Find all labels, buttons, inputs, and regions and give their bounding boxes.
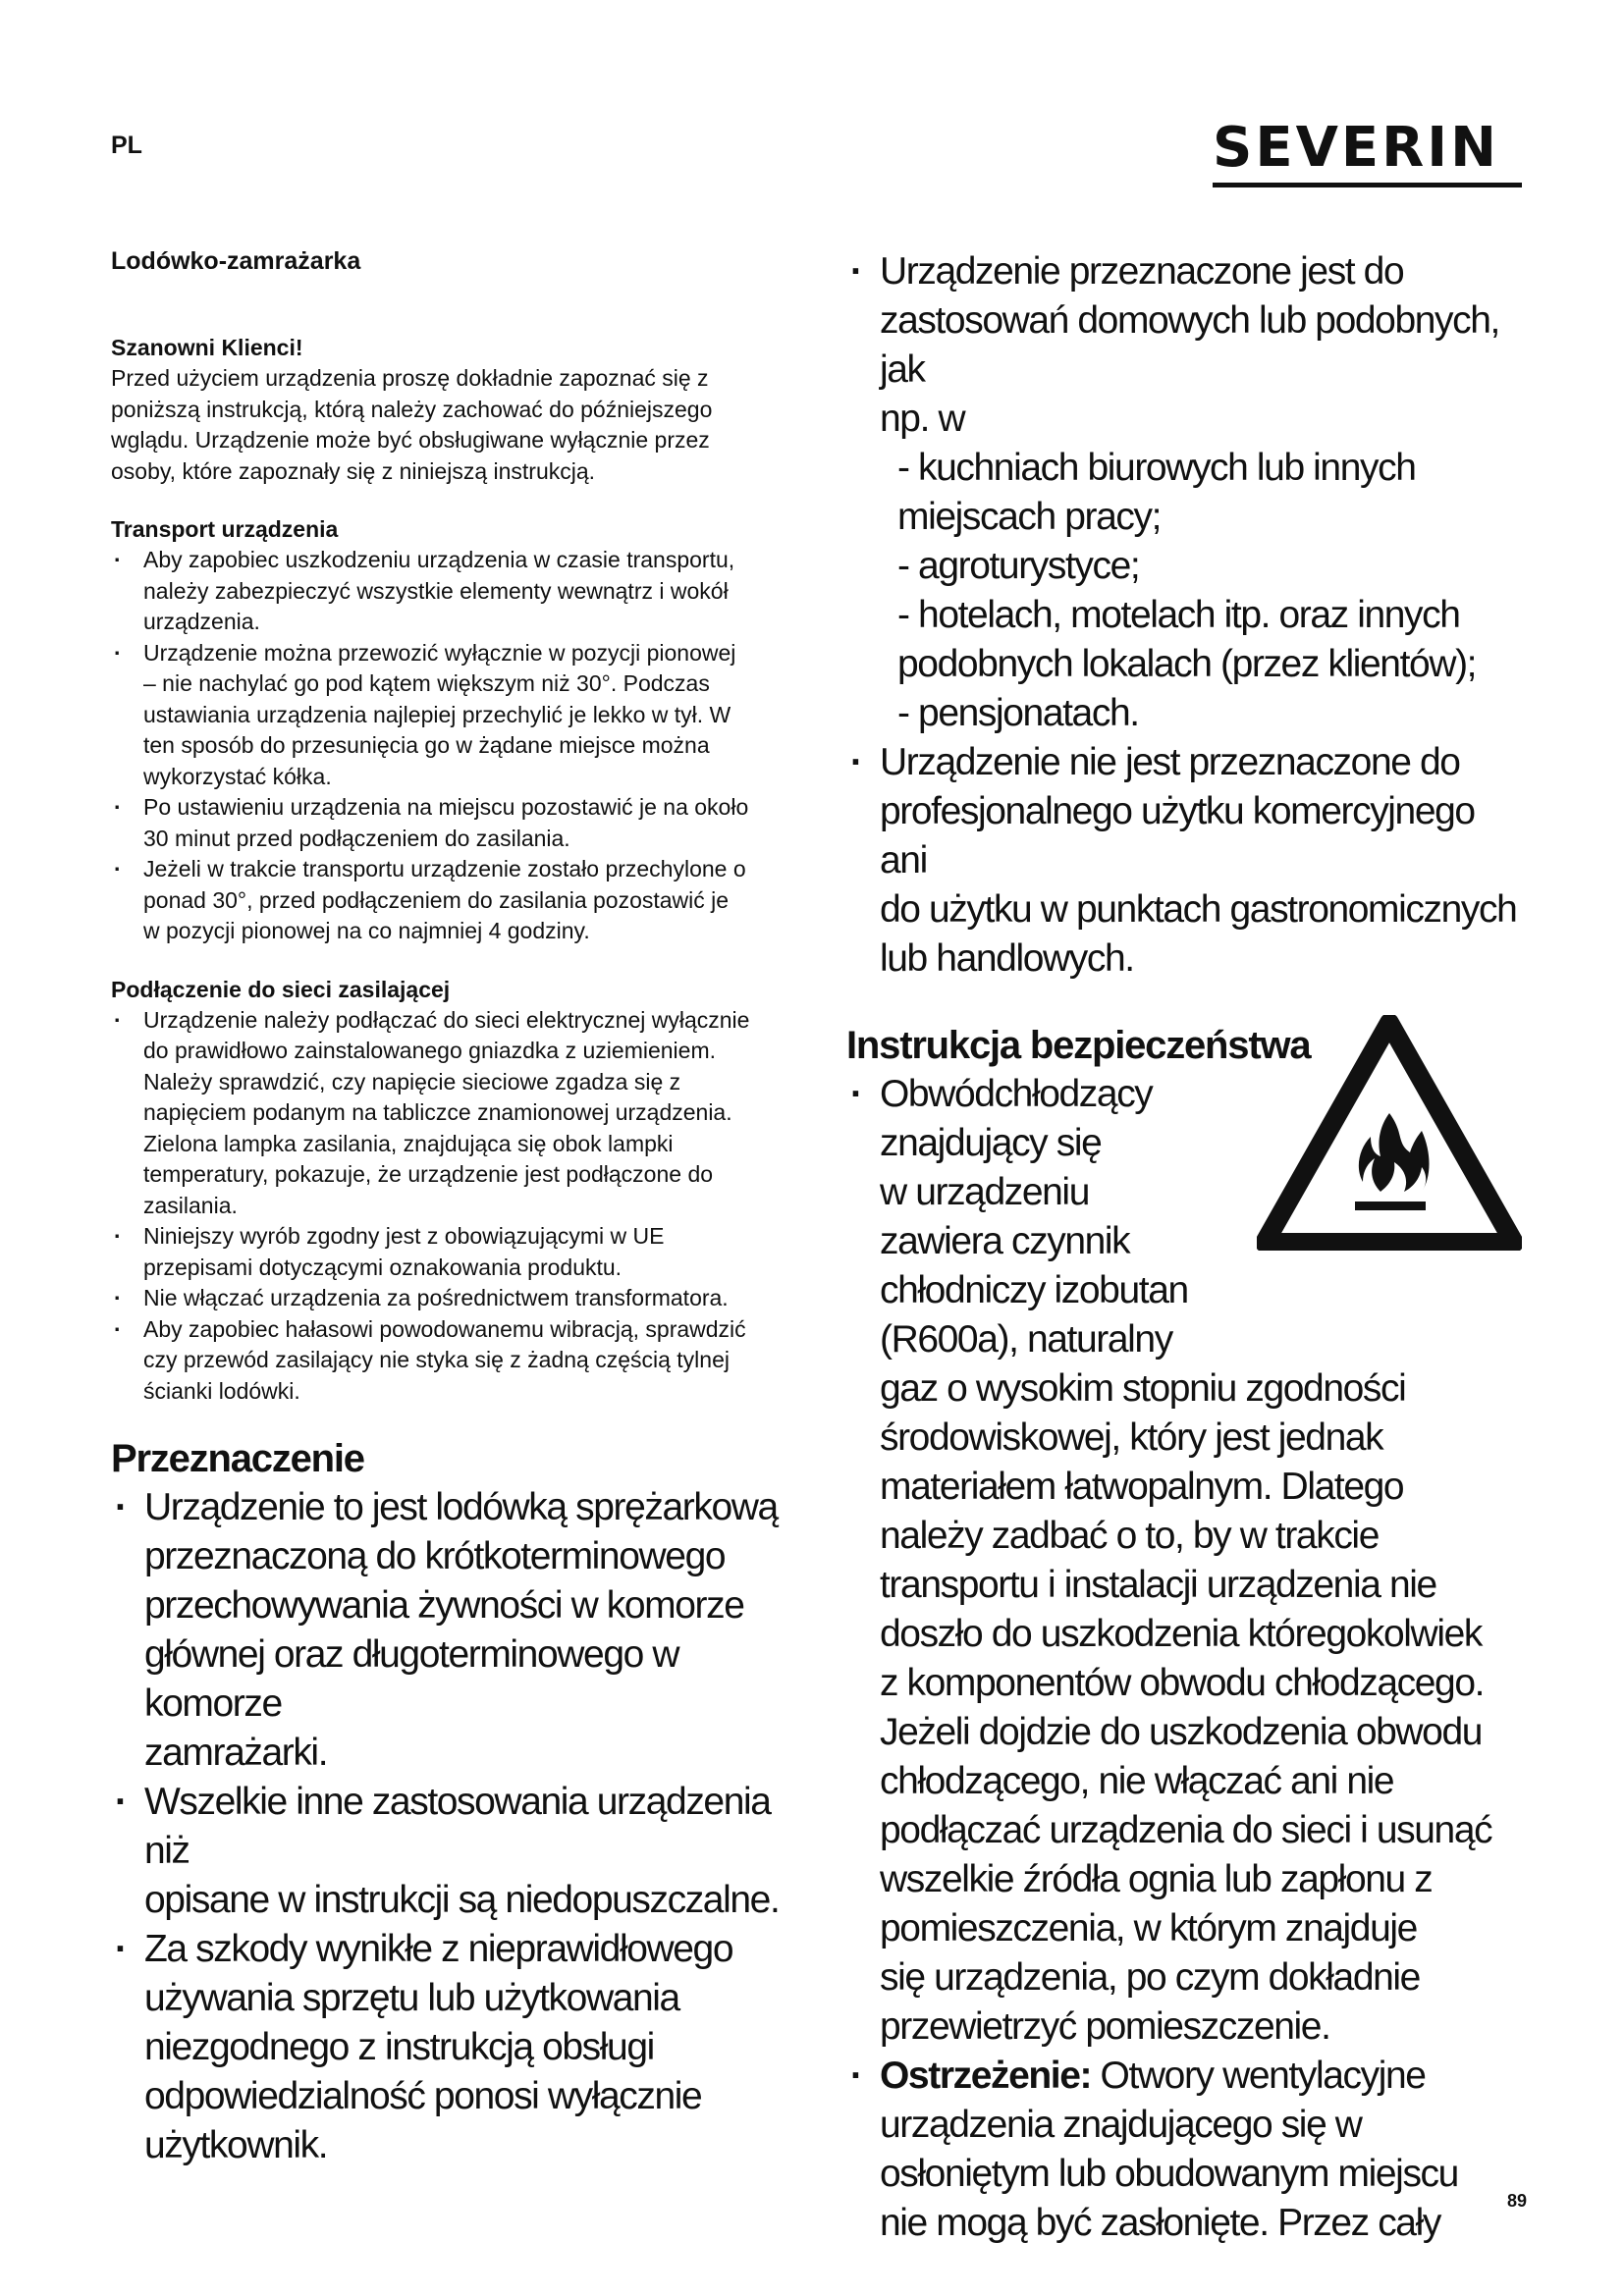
transport-bullet [111, 854, 798, 947]
text-line: zastosowań domowych lub podobnych, jak [880, 299, 1499, 391]
text-line: przepisami dotyczącymi oznakowania produktu. [143, 1254, 623, 1280]
text-line: zamrażarki. [144, 1732, 328, 1774]
transport-bullet [111, 545, 798, 638]
text-line: Należy sprawdzić, czy napięcie sieciowe zgadza się z [143, 1068, 681, 1095]
text-line: chłodniczy izobutan [880, 1269, 1188, 1311]
text-line: głównej oraz długoterminowego w komorze [144, 1633, 679, 1725]
text-line: ponad 30°, przed podłączeniem do zasilania pozostawić je [143, 886, 730, 913]
text-line: odpowiedzialność ponosi wyłącznie [144, 2075, 702, 2117]
transport-bullet [111, 792, 798, 854]
text-line: · Urządzenie to jest lodówką sprężarkową [144, 1486, 778, 1528]
text-line: materiałem łatwopalnym. Dlatego [880, 1466, 1404, 1508]
text-line: np. w [880, 398, 965, 440]
text-line: zawiera czynnik [880, 1220, 1130, 1262]
intro-line: poniższą instrukcją, którą należy zachować do późniejszego [111, 396, 713, 422]
text-line: należy zabezpieczyć wszystkie elementy wewnątrz i wokół [143, 577, 729, 604]
text-line: · Jeżeli w trakcie transportu urządzenie zostało przechylone o [143, 856, 746, 881]
warning-bullet [846, 2052, 1524, 2248]
text-line: środowiskowej, który jest jednak [880, 1416, 1383, 1459]
flame-icon [1359, 1113, 1430, 1192]
power-section [111, 975, 798, 1408]
text-line: znajdujący się [880, 1122, 1102, 1164]
intro-heading: Szanowni Klienci! [111, 335, 303, 360]
text-line: - agroturystyce; [897, 545, 1140, 587]
page-number: 89 [1507, 2191, 1528, 2211]
text-line: czy przewód zasilający nie styka się z żadną częścią tylnej [143, 1347, 730, 1372]
text-line: ścianki lodówki. [143, 1377, 300, 1404]
text-line: - hotelach, motelach itp. oraz innych [897, 594, 1460, 636]
intro-line: osoby, które zapoznały się z niniejszą instrukcją. [111, 457, 596, 484]
text-line: · Niniejszy wyrób zgodny jest z obowiązującymi w UE [143, 1223, 665, 1249]
brand-logo: SEVERIN [1213, 118, 1522, 187]
text-line: podłączać urządzenia do sieci i usunąć [880, 1809, 1492, 1851]
intro-section [111, 333, 798, 487]
text-line: · Za szkody wynikłe z nieprawidłowego [144, 1928, 733, 1970]
power-heading: Podłączenie do sieci zasilającej [111, 976, 451, 1002]
text-line: · Wszelkie inne zastosowania urządzenia niż [144, 1781, 771, 1872]
text-line: · Aby zapobiec hałasowi powodowanemu wibracją, sprawdzić [143, 1315, 746, 1342]
intro-line: wglądu. Urządzenie może być obsługiwane wyłącznie przez [111, 427, 710, 453]
text-line: · Urządzenie przeznaczone jest do [880, 250, 1404, 293]
warning-text: Otwory wentylacyjne [1091, 2055, 1426, 2097]
text-line: do użytku w punktach gastronomicznych [880, 888, 1517, 931]
purpose-bullet [111, 1483, 798, 1778]
text-line: użytkownik. [144, 2124, 328, 2166]
text-line: chłodzącego, nie włączać ani nie [880, 1760, 1394, 1802]
text-line: urządzenia znajdującego się w [880, 2104, 1362, 2146]
text-line: transportu i instalacji urządzenia nie [880, 1564, 1436, 1606]
purpose-bullet [111, 1925, 798, 2170]
safety-heading: Instrukcja bezpieczeństwa [846, 1024, 1311, 1067]
text-line: napięciem podanym na tabliczce znamionowej urządzenia. [143, 1099, 732, 1125]
text-line: używania sprzętu lub użytkowania [144, 1977, 679, 2019]
warning-label: Ostrzeżenie: [880, 2055, 1092, 2097]
text-line: przeznaczoną do krótkoterminowego [144, 1535, 726, 1577]
text-line: opisane w instrukcji są niedopuszczalne. [144, 1879, 780, 1921]
text-line: w urządzeniu [880, 1171, 1089, 1213]
text-line: (R600a), naturalny [880, 1318, 1172, 1361]
flammable-warning-icon [1257, 1015, 1522, 1251]
text-line: lub handlowych. [880, 937, 1134, 980]
text-line: przechowywania żywności w komorze [144, 1584, 744, 1627]
text-line: w pozycji pionowej na co najmniej 4 godziny. [143, 918, 590, 943]
text-line: Jeżeli dojdzie do uszkodzenia obwodu [880, 1711, 1483, 1753]
text-line: miejscach pracy; [897, 496, 1162, 538]
text-line: wszelkie źródła ognia lub zapłonu z [880, 1858, 1433, 1900]
purpose-section [111, 1434, 798, 2170]
text-line: gaz o wysokim stopniu zgodności [880, 1367, 1406, 1410]
purpose-bullet [111, 1778, 798, 1925]
text-line: ustawiania urządzenia najlepiej przechylić je lekko w tył. W [143, 701, 731, 727]
text-line: Zielona lampka zasilania, znajdująca się obok lampki [143, 1130, 674, 1156]
text-line: nie mogą być zasłonięte. Przez cały [880, 2202, 1440, 2244]
text-line: przewietrzyć pomieszczenie. [880, 2005, 1330, 2048]
text-line: temperatury, pokazuje, że urządzenie jest podłączone do [143, 1161, 714, 1187]
transport-section [111, 514, 798, 947]
power-bullet [111, 1221, 798, 1283]
text-line: osłoniętym lub obudowanym miejscu [880, 2153, 1458, 2195]
text-line: doszło do uszkodzenia któregokolwiek [880, 1613, 1482, 1655]
left-column [111, 247, 798, 2170]
text-line: · Po ustawieniu urządzenia na miejscu pozostawić je na około [143, 794, 749, 820]
text-line: – nie nachylać go pod kątem większym niż 30°. Podczas [143, 670, 710, 696]
document-title: Lodówko-zamrażarka [111, 247, 361, 275]
language-code: PL [111, 132, 142, 159]
text-line: ten sposób do przesunięcia go w żądane miejsce można [143, 732, 710, 758]
text-line: · Urządzenie nie jest przeznaczone do [880, 741, 1460, 783]
purpose-heading: Przeznaczenie [111, 1437, 364, 1480]
text-line: zasilania. [143, 1192, 238, 1218]
text-line: wykorzystać kółka. [143, 763, 332, 789]
text-line: · Urządzenie można przewozić wyłącznie w pozycji pionowej [143, 639, 736, 666]
text-line: · Nie włączać urządzenia za pośrednictwem transformatora. [143, 1285, 729, 1310]
power-bullet [111, 1283, 798, 1314]
usage-sublist [880, 444, 1524, 738]
text-line: się urządzenia, po czym dokładnie [880, 1956, 1420, 1999]
text-line: niezgodnego z instrukcją obsługi [144, 2026, 654, 2068]
text-line: urządzenia. [143, 609, 260, 634]
power-bullet [111, 1005, 798, 1222]
text-line: 30 minut przed podłączeniem do zasilania. [143, 825, 570, 851]
text-line: podobnych lokalach (przez klientów); [897, 643, 1477, 685]
flame-base-icon [1355, 1201, 1426, 1210]
power-bullet [111, 1314, 798, 1408]
text-line: profesjonalnego użytku komercyjnego ani [880, 790, 1475, 881]
warning-first-line [880, 2052, 1524, 2101]
text-line: pomieszczenia, w którym znajduje [880, 1907, 1417, 1949]
text-line: · Urządzenie należy podłączać do sieci elektrycznej wyłącznie [143, 1006, 750, 1033]
text-line: · Obwódchłodzący [880, 1073, 1153, 1115]
intro-line: Przed użyciem urządzenia proszę dokładnie zapoznać się z [111, 365, 709, 391]
text-line: należy zadbać o to, by w trakcie [880, 1515, 1379, 1557]
text-line: - pensjonatach. [897, 692, 1139, 734]
transport-heading: Transport urządzenia [111, 516, 339, 542]
text-line: do prawidłowo zainstalowanego gniazdka z uziemieniem. [143, 1038, 716, 1063]
text-line: · Aby zapobiec uszkodzeniu urządzenia w czasie transportu, [143, 547, 735, 572]
text-line: - kuchniach biurowych lub innych [897, 447, 1416, 489]
text-line: z komponentów obwodu chłodzącego. [880, 1662, 1485, 1704]
usage-bullet [846, 738, 1524, 984]
usage-bullet [846, 247, 1524, 738]
transport-bullet [111, 638, 798, 793]
